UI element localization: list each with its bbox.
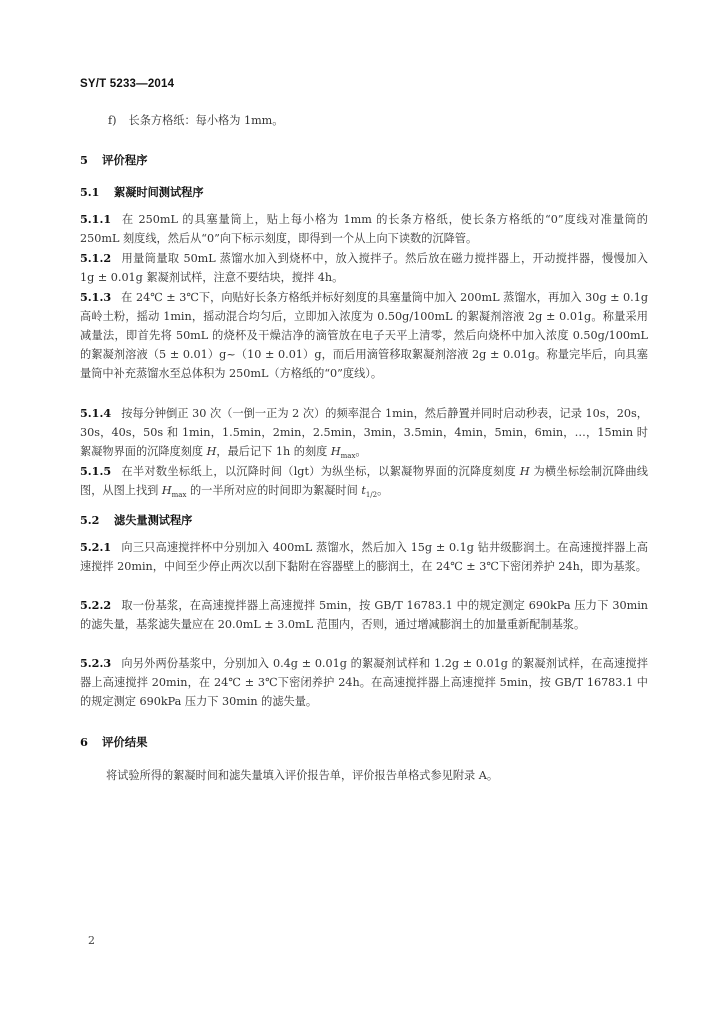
- clause-5-2-2: [80, 596, 648, 634]
- clause-text: 向另外两份基浆中，分别加入 0.4g ± 0.01g 的絮凝剂试样和 1.2g ± 0.01g 的絮凝剂试样，在高速搅拌器上高速搅拌 20min，在 24℃ ± 3℃下密闭养护 24h。在高速搅拌器上高速搅拌 5min，按 GB/T 16783.1 中的规定测定 690kPa 压力下 30min 的滤失量。: [80, 657, 648, 708]
- clause-5-1-1: [80, 210, 648, 248]
- clause-5-2-3: [80, 654, 648, 711]
- clause-text: 在 250mL 的具塞量筒上，贴上每小格为 1mm 的长条方格纸，使长条方格纸的“0”度线对准量筒的 250mL 刻度线，然后从“0”向下标示刻度，即得到一个从上向下读数的沉降管。: [80, 213, 648, 245]
- clause-number: 5.2.1: [80, 540, 112, 554]
- paragraph-text: 将试验所得的絮凝时间和滤失量填入评价报告单，评价报告单格式参见附录 A。: [106, 769, 499, 782]
- clause-5-2-1: [80, 538, 648, 576]
- clause-number: 5.1.5: [80, 464, 112, 478]
- section-number: 5: [80, 153, 88, 167]
- clause-number: 5.2.3: [80, 656, 112, 670]
- variable-hmax: H: [330, 445, 341, 458]
- list-item-f: [108, 112, 283, 128]
- clause-text-cont: ，最后记下 1h 的刻度: [216, 445, 331, 458]
- clause-5-1-2: [80, 249, 648, 287]
- clause-text: 按每分钟倒正 30 次（一倒一正为 2 次）的频率混合 1min，然后静置并同时启动秒表，记录 10s，20s，30s，40s，50s 和 1min，1.5min，2min，2.5min，3min，3.5min，4min，5min，6min，…，15min 时絮凝物界面的沉降度刻度: [80, 407, 648, 458]
- clause-text: 在 24℃ ± 3℃下，向贴好长条方格纸并标好刻度的具塞量筒中加入 200mL 蒸馏水，再加入 30g ± 0.1g 高岭土粉，摇动 1min，摇动混合均匀后，立即加入浓度为 0.50g/100mL 的絮凝剂溶液 2g ± 0.01g。称量采用减量法，即首先将 50mL 的烧杯及干燥洁净的滴管放在电子天平上清零，然后向烧杯中加入浓度 0.50g/100mL 的絮凝剂溶液（5 ± 0.01）g~（10 ± 0.01）g，而后用滴管移取絮凝剂溶液 2g ± 0.01g。称量完毕后，向具塞量筒中补充蒸馏水至总体积为 250mL（方格纸的“0”度线）。: [80, 291, 648, 380]
- section-title: 评价程序: [102, 153, 148, 167]
- variable-h: H: [206, 445, 217, 458]
- variable-hmax: H: [161, 484, 172, 497]
- subsection-number: 5.2: [80, 513, 100, 527]
- standard-code: SY/T 5233—2014: [80, 78, 175, 90]
- clause-text: 取一份基浆，在高速搅拌器上高速搅拌 5min，按 GB/T 16783.1 中的规定测定 690kPa 压力下 30min 的滤失量，基浆滤失量应在 20.0mL ± 3.0mL 范围内，否则，通过增减膨润土的加量重新配制基浆。: [80, 599, 648, 631]
- clause-text: 向三只高速搅拌杯中分别加入 400mL 蒸馏水，然后加入 15g ± 0.1g 钻井级膨润土。在高速搅拌器上高速搅拌 20min，中间至少停止两次以刮下黏附在容器壁上的膨润土，在 24℃ ± 3℃下密闭养护 24h，即为基浆。: [80, 541, 648, 573]
- variable-t: t: [361, 484, 366, 497]
- clause-text: 在半对数坐标纸上，以沉降时间（lgt）为纵坐标，以絮凝物界面的沉降度刻度: [121, 465, 520, 478]
- variable-h: H: [519, 465, 530, 478]
- clause-text-end: 。: [355, 445, 367, 458]
- list-item-text: 长条方格纸：每小格为 1mm。: [128, 114, 284, 127]
- subsection-number: 5.1: [80, 185, 100, 199]
- section-5-2-heading: [80, 512, 192, 528]
- clause-number: 5.1.2: [80, 251, 112, 265]
- clause-number: 5.2.2: [80, 598, 112, 612]
- section-5-heading: [80, 152, 148, 168]
- section-6-heading: [80, 734, 148, 750]
- subscript-half: 1/2: [365, 491, 378, 500]
- clause-text-cont2: 的一半所对应的时间即为絮凝时间: [186, 484, 362, 497]
- section-6-paragraph: [80, 766, 648, 785]
- clause-text: 用量筒量取 50mL 蒸馏水加入到烧杯中，放入搅拌子。然后放在磁力搅拌器上，开动搅拌器，慢慢加入 1g ± 0.01g 絮凝剂试样，注意不要结块，搅拌 4h。: [80, 252, 648, 284]
- clause-number: 5.1.4: [80, 406, 112, 420]
- subsection-title: 絮凝时间测试程序: [114, 185, 204, 199]
- list-item-letter: f): [108, 114, 117, 127]
- clause-5-1-4: [80, 404, 648, 466]
- clause-5-1-5: [80, 462, 648, 505]
- clause-number: 5.1.3: [80, 290, 112, 304]
- subscript-max: max: [340, 452, 356, 461]
- subscript-max: max: [171, 491, 187, 500]
- section-number: 6: [80, 735, 88, 749]
- clause-number: 5.1.1: [80, 212, 112, 226]
- clause-text-end: 。: [377, 484, 389, 497]
- section-5-1-heading: [80, 184, 204, 200]
- clause-text-cont: 为横坐标绘制沉降曲线图，从图上找到: [80, 465, 648, 497]
- clause-5-1-3: [80, 288, 648, 383]
- section-title: 评价结果: [102, 735, 148, 749]
- page-number: 2: [88, 934, 95, 947]
- subsection-title: 滤失量测试程序: [114, 513, 193, 527]
